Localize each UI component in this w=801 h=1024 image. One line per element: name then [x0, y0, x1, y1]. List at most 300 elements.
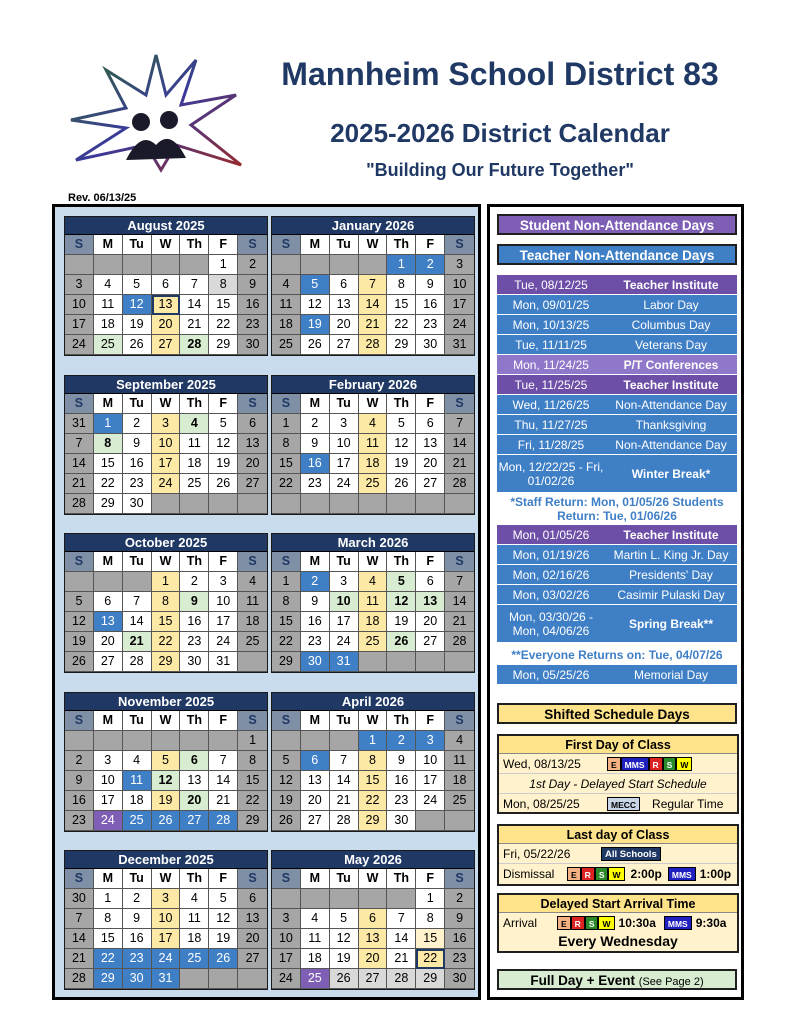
weekday-header: Th [180, 235, 209, 255]
weekday-header: W [152, 394, 181, 414]
weekday-header: W [152, 711, 181, 731]
day-cell: 12 [65, 612, 94, 632]
event-date: Mon, 05/25/26 [512, 667, 590, 682]
day-cell: 15 [209, 295, 238, 315]
day-cell: 19 [123, 315, 152, 335]
day-cell: 17 [272, 949, 301, 969]
day-cell: 1 [94, 889, 123, 909]
weekday-header: M [301, 552, 330, 572]
event-date: Mon, 11/24/25 [513, 357, 589, 372]
weekday-header: Tu [123, 552, 152, 572]
weekday-header: F [209, 869, 238, 889]
day-cell: 25 [445, 791, 474, 811]
day-cell: 5 [152, 751, 181, 771]
day-cell: 29 [152, 652, 181, 672]
empty-cell [359, 889, 388, 909]
day-cell: 24 [272, 969, 301, 989]
empty-cell [359, 494, 388, 514]
day-cell: 25 [123, 811, 152, 831]
day-cell: 3 [330, 414, 359, 434]
day-cell: 10 [152, 909, 181, 929]
day-cell: 4 [94, 275, 123, 295]
weekday-header: M [94, 711, 123, 731]
event-date: Tue, 11/11/25 [515, 337, 587, 352]
day-cell: 10 [330, 434, 359, 454]
mecc-row [499, 794, 737, 814]
weekday-header: S [65, 552, 94, 572]
weekday-header: S [445, 235, 474, 255]
day-cell: 30 [238, 335, 267, 355]
day-cell: 6 [416, 414, 445, 434]
tag-e: E [607, 757, 621, 771]
day-cell: 10 [209, 592, 238, 612]
weekday-header: Tu [330, 394, 359, 414]
event-name: Columbus Day [631, 317, 711, 332]
weekday-header: Th [180, 711, 209, 731]
day-cell: 26 [209, 949, 238, 969]
weekday-header: Tu [330, 552, 359, 572]
day-cell: 1 [272, 414, 301, 434]
event-row [497, 545, 737, 565]
weekday-header: F [209, 235, 238, 255]
weekday-header: Th [387, 394, 416, 414]
weekday-header: S [65, 394, 94, 414]
weekday-header: M [301, 235, 330, 255]
day-cell: 29 [94, 494, 123, 514]
delayed-start-box [497, 893, 739, 953]
day-cell: 7 [445, 414, 474, 434]
empty-cell [209, 969, 238, 989]
day-cell: 7 [65, 434, 94, 454]
day-cell: 2 [180, 572, 209, 592]
day-cell: 14 [387, 929, 416, 949]
empty-cell [330, 889, 359, 909]
day-cell: 19 [387, 612, 416, 632]
day-cell: 9 [445, 909, 474, 929]
event-date: Tue, 08/12/25 [514, 277, 588, 292]
day-cell: 1 [387, 255, 416, 275]
day-cell: 29 [94, 969, 123, 989]
day-cell: 14 [445, 434, 474, 454]
day-cell: 14 [65, 454, 94, 474]
event-row [497, 585, 737, 605]
day-cell: 9 [238, 275, 267, 295]
day-cell: 17 [152, 454, 181, 474]
day-cell: 27 [416, 632, 445, 652]
month-title: August 2025 [65, 217, 267, 235]
month-march-2026 [271, 533, 475, 673]
empty-cell [209, 731, 238, 751]
event-name: Casimir Pulaski Day [617, 587, 725, 602]
event-row [497, 395, 737, 415]
tag-e: E [567, 867, 581, 881]
day-cell: 1 [238, 731, 267, 751]
event-date: Mon, 03/02/26 [512, 587, 590, 602]
day-cell: 18 [180, 929, 209, 949]
day-cell: 27 [416, 474, 445, 494]
empty-cell [301, 494, 330, 514]
empty-cell [94, 572, 123, 592]
day-cell: 8 [94, 909, 123, 929]
weekday-header: F [209, 711, 238, 731]
day-cell: 10 [416, 751, 445, 771]
day-cell: 26 [301, 335, 330, 355]
event-name: Spring Break** [628, 616, 714, 631]
day-cell: 8 [152, 592, 181, 612]
day-cell: 4 [180, 414, 209, 434]
empty-cell [65, 255, 94, 275]
empty-cell [301, 731, 330, 751]
district-logo [66, 50, 246, 175]
month-april-2026 [271, 692, 475, 832]
day-cell: 27 [94, 652, 123, 672]
calendar-title: 2025-2026 District Calendar [330, 118, 670, 148]
weekday-header: W [359, 552, 388, 572]
day-cell: 6 [238, 414, 267, 434]
weekday-header: Th [387, 711, 416, 731]
spring-return-note: **Everyone Returns on: Tue, 04/07/26 [497, 645, 737, 665]
day-cell: 25 [180, 949, 209, 969]
day-cell: 31 [65, 414, 94, 434]
day-cell: 24 [94, 811, 123, 831]
day-cell: 8 [387, 275, 416, 295]
weekday-header: Tu [123, 869, 152, 889]
day-cell: 19 [209, 454, 238, 474]
empty-cell [152, 255, 181, 275]
day-cell: 26 [387, 474, 416, 494]
day-cell: 5 [387, 414, 416, 434]
day-cell: 8 [416, 909, 445, 929]
day-cell: 9 [180, 592, 209, 612]
weekday-header: S [238, 394, 267, 414]
day-cell: 6 [180, 751, 209, 771]
day-cell: 12 [272, 771, 301, 791]
day-cell: 12 [301, 295, 330, 315]
event-date: Mon, 02/16/26 [512, 567, 590, 582]
day-cell: 7 [180, 275, 209, 295]
day-cell: 30 [301, 652, 330, 672]
event-date: Thu, 11/27/25 [514, 417, 588, 432]
day-cell: 6 [152, 275, 181, 295]
day-cell: 11 [123, 771, 152, 791]
day-cell: 28 [65, 494, 94, 514]
day-cell: 13 [238, 909, 267, 929]
day-cell: 18 [359, 454, 388, 474]
empty-cell [272, 255, 301, 275]
day-cell: 30 [416, 335, 445, 355]
day-cell: 1 [94, 414, 123, 434]
tag-r: R [581, 867, 595, 881]
day-cell: 3 [445, 255, 474, 275]
day-cell: 20 [359, 949, 388, 969]
weekday-header: Tu [330, 235, 359, 255]
day-cell: 1 [152, 572, 181, 592]
day-cell: 21 [445, 612, 474, 632]
empty-cell [359, 255, 388, 275]
day-cell: 8 [94, 434, 123, 454]
day-cell: 12 [209, 909, 238, 929]
day-cell: 15 [359, 771, 388, 791]
day-cell: 4 [238, 572, 267, 592]
day-cell: 16 [416, 295, 445, 315]
day-cell: 31 [209, 652, 238, 672]
day-cell: 20 [180, 791, 209, 811]
weekday-header: S [65, 711, 94, 731]
weekday-header: W [359, 711, 388, 731]
empty-cell [272, 494, 301, 514]
motto: "Building Our Future Together" [366, 160, 634, 180]
day-cell: 24 [330, 474, 359, 494]
month-title: March 2026 [272, 534, 474, 552]
day-cell: 12 [123, 295, 152, 315]
regular-time: Regular Time [652, 797, 724, 811]
day-cell: 24 [416, 791, 445, 811]
legend-shifted-schedule: Shifted Schedule Days [497, 703, 737, 724]
day-cell: 25 [238, 632, 267, 652]
day-cell: 12 [330, 929, 359, 949]
day-cell: 27 [180, 811, 209, 831]
day-cell: 18 [359, 612, 388, 632]
day-cell: 14 [359, 295, 388, 315]
legend-teacher-days: Teacher Non-Attendance Days [497, 244, 737, 265]
day-cell: 22 [209, 315, 238, 335]
event-date: Wed, 11/26/25 [512, 397, 590, 412]
day-cell: 17 [152, 929, 181, 949]
day-cell: 1 [272, 572, 301, 592]
day-cell: 9 [301, 592, 330, 612]
event-name: Presidents' Day [629, 567, 713, 582]
day-cell: 16 [445, 929, 474, 949]
empty-cell [180, 731, 209, 751]
tag-w: W [608, 867, 624, 881]
weekday-header: S [238, 235, 267, 255]
day-cell: 16 [301, 612, 330, 632]
tag-r: R [571, 916, 585, 930]
day-cell: 21 [359, 315, 388, 335]
full-day-label: Full Day + Event [530, 973, 636, 988]
mecc-date: Mon, 08/25/25 [503, 797, 580, 811]
day-cell: 27 [238, 474, 267, 494]
event-date: Tue, 11/25/25 [514, 377, 588, 392]
day-cell: 23 [180, 632, 209, 652]
empty-cell [359, 652, 388, 672]
empty-cell [94, 255, 123, 275]
event-date: Mon, 01/19/26 [512, 547, 590, 562]
arrival-time-mms: 9:30a [695, 916, 727, 930]
day-cell: 5 [209, 889, 238, 909]
day-cell: 17 [330, 454, 359, 474]
empty-cell [416, 494, 445, 514]
day-cell: 24 [152, 949, 181, 969]
day-cell: 2 [416, 255, 445, 275]
empty-cell [330, 494, 359, 514]
day-cell: 14 [65, 929, 94, 949]
event-winter-break [497, 455, 737, 493]
day-cell: 5 [209, 414, 238, 434]
day-cell: 22 [238, 791, 267, 811]
weekday-header: S [238, 552, 267, 572]
day-cell: 26 [152, 811, 181, 831]
empty-cell [416, 652, 445, 672]
day-cell: 24 [65, 335, 94, 355]
day-cell: 21 [387, 949, 416, 969]
day-cell: 18 [238, 612, 267, 632]
day-cell: 10 [94, 771, 123, 791]
day-cell: 14 [330, 771, 359, 791]
day-cell: 1 [416, 889, 445, 909]
day-cell: 2 [387, 731, 416, 751]
empty-cell [180, 255, 209, 275]
day-cell: 30 [445, 969, 474, 989]
day-cell: 23 [123, 949, 152, 969]
event-row [497, 275, 737, 295]
weekday-header: M [94, 394, 123, 414]
day-cell: 9 [123, 909, 152, 929]
day-cell: 16 [123, 929, 152, 949]
day-cell: 29 [416, 969, 445, 989]
event-row [497, 565, 737, 585]
day-cell: 28 [209, 811, 238, 831]
day-cell: 18 [272, 315, 301, 335]
day-cell: 23 [416, 315, 445, 335]
empty-cell [152, 494, 181, 514]
day-cell: 13 [330, 295, 359, 315]
day-cell: 8 [359, 751, 388, 771]
revision-date: Rev. 06/13/25 [68, 192, 137, 204]
weekday-header: W [152, 552, 181, 572]
day-cell: 3 [330, 572, 359, 592]
day-cell: 3 [416, 731, 445, 751]
month-september-2025 [64, 375, 268, 515]
day-cell: 5 [330, 909, 359, 929]
day-cell: 25 [359, 632, 388, 652]
day-cell: 29 [359, 811, 388, 831]
weekday-header: M [94, 869, 123, 889]
day-cell: 21 [65, 949, 94, 969]
dismissal-time-elem: 2:00p [630, 867, 662, 881]
month-title: October 2025 [65, 534, 267, 552]
day-cell: 12 [152, 771, 181, 791]
day-cell: 3 [272, 909, 301, 929]
day-cell: 25 [301, 969, 330, 989]
empty-cell [65, 731, 94, 751]
day-cell: 29 [209, 335, 238, 355]
day-cell: 19 [330, 949, 359, 969]
full-day-note: (See Page 2) [638, 976, 704, 988]
day-cell: 16 [65, 791, 94, 811]
day-cell: 9 [123, 434, 152, 454]
month-november-2025 [64, 692, 268, 832]
event-name: Non-Attendance Day [615, 397, 727, 412]
empty-cell [272, 889, 301, 909]
day-cell: 18 [301, 949, 330, 969]
day-cell: 16 [123, 454, 152, 474]
weekday-header: M [301, 394, 330, 414]
last-day-row [499, 844, 737, 864]
months-panel [52, 204, 481, 1000]
weekday-header: S [65, 869, 94, 889]
event-date: Mon, 01/05/26 [512, 527, 590, 542]
day-cell: 21 [445, 454, 474, 474]
delayed-title: Delayed Start Arrival Time [499, 895, 737, 913]
day-cell: 13 [180, 771, 209, 791]
day-cell: 22 [359, 791, 388, 811]
legend-student-days: Student Non-Attendance Days [497, 214, 737, 235]
day-cell: 19 [387, 454, 416, 474]
event-date: Mon, 12/22/25 - Fri, 01/02/26 [498, 459, 604, 488]
day-cell: 6 [238, 889, 267, 909]
day-cell: 18 [180, 454, 209, 474]
month-may-2026 [271, 850, 475, 990]
event-row [497, 435, 737, 455]
weekday-header: Tu [123, 394, 152, 414]
day-cell: 20 [152, 315, 181, 335]
day-cell: 23 [65, 811, 94, 831]
day-cell: 19 [209, 929, 238, 949]
month-august-2025 [64, 216, 268, 356]
day-cell: 20 [330, 315, 359, 335]
day-cell: 3 [209, 572, 238, 592]
empty-cell [445, 652, 474, 672]
day-cell: 3 [94, 751, 123, 771]
day-cell: 6 [330, 275, 359, 295]
day-cell: 23 [301, 474, 330, 494]
day-cell: 28 [359, 335, 388, 355]
event-date: Mon, 03/30/26 - Mon, 04/06/26 [508, 609, 594, 638]
first-day-row [499, 754, 737, 774]
weekday-header: M [94, 235, 123, 255]
empty-cell [330, 731, 359, 751]
day-cell: 25 [359, 474, 388, 494]
day-cell: 4 [359, 572, 388, 592]
day-cell: 11 [445, 751, 474, 771]
day-cell: 26 [387, 632, 416, 652]
empty-cell [301, 255, 330, 275]
legend-full-day-event [497, 969, 737, 990]
day-cell: 14 [209, 771, 238, 791]
day-cell: 13 [94, 612, 123, 632]
arrival-time-elem: 10:30a [618, 916, 656, 930]
event-name: Teacher Institute [623, 277, 719, 292]
weekday-header: F [416, 235, 445, 255]
day-cell: 19 [65, 632, 94, 652]
day-cell: 27 [359, 969, 388, 989]
weekday-header: S [272, 552, 301, 572]
weekday-header: Tu [330, 711, 359, 731]
weekday-header: F [416, 394, 445, 414]
weekday-header: Th [387, 869, 416, 889]
day-cell: 28 [445, 632, 474, 652]
event-date: Mon, 10/13/25 [512, 317, 590, 332]
day-cell: 30 [180, 652, 209, 672]
event-name: Thanksgiving [635, 417, 707, 432]
empty-cell [65, 572, 94, 592]
first-day-note: 1st Day - Delayed Start Schedule [499, 774, 737, 794]
tag-w: W [598, 916, 614, 930]
day-cell: 7 [123, 592, 152, 612]
event-name: Memorial Day [633, 667, 708, 682]
day-cell: 16 [387, 771, 416, 791]
weekday-header: W [359, 394, 388, 414]
event-name: Teacher Institute [623, 527, 719, 542]
event-spring-break [497, 605, 737, 643]
empty-cell [387, 652, 416, 672]
month-title: January 2026 [272, 217, 474, 235]
day-cell: 8 [272, 592, 301, 612]
day-cell: 25 [272, 335, 301, 355]
empty-cell [180, 969, 209, 989]
day-cell: 18 [445, 771, 474, 791]
